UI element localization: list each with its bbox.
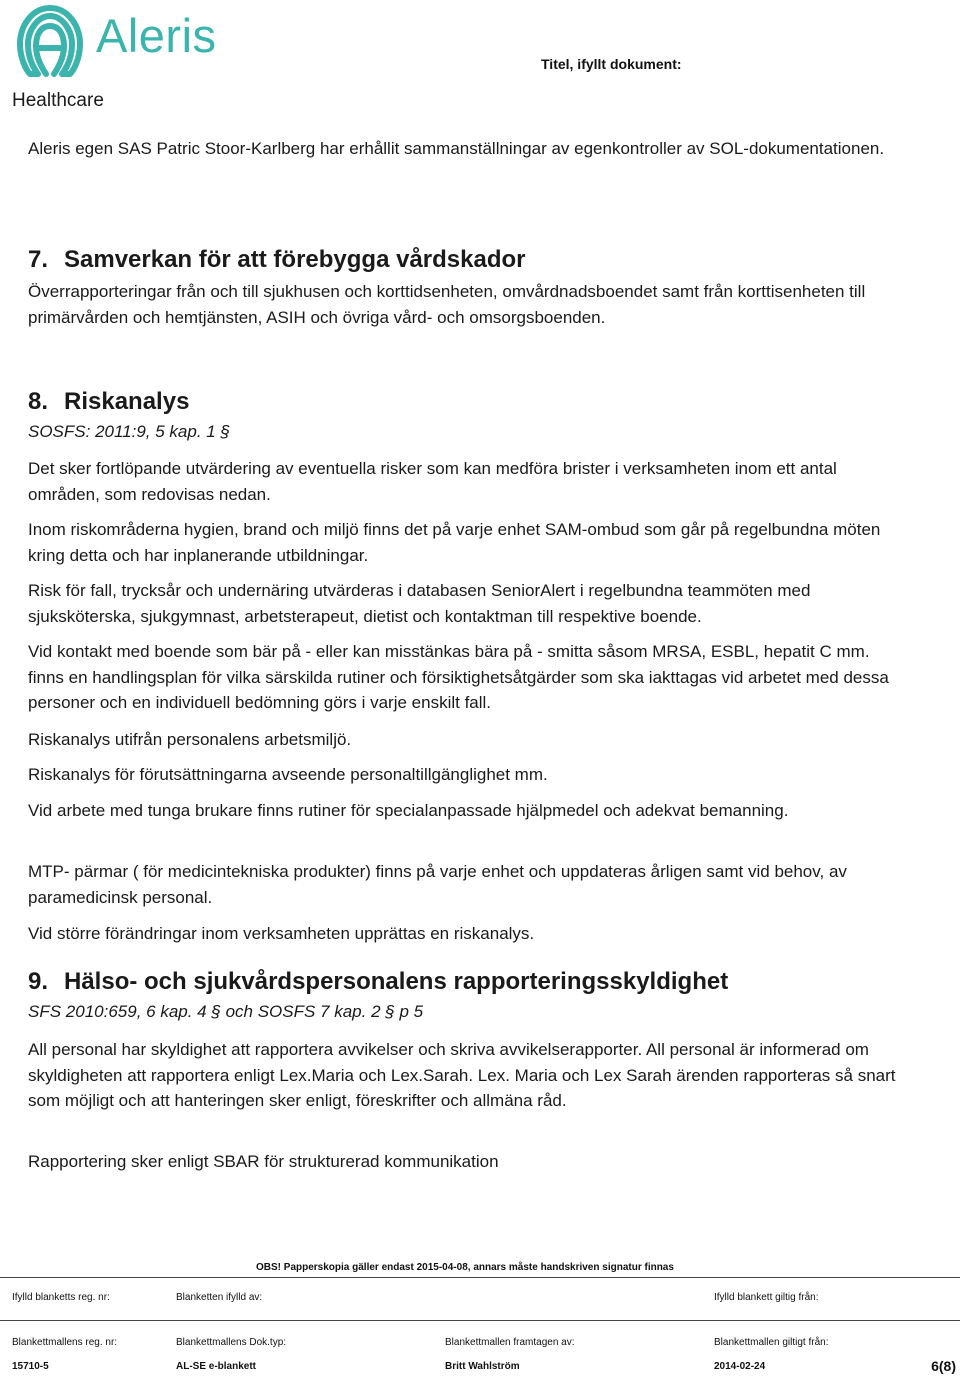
paragraph-symbol: § [211, 1002, 221, 1021]
template-valid-from-value: 2014-02-24 [714, 1361, 766, 1372]
brand-name: Aleris [96, 9, 217, 62]
document-title-label: Titel, ifyllt dokument: [541, 56, 682, 72]
brand-subtitle: Healthcare [12, 90, 104, 111]
paragraph-symbol: § [220, 422, 230, 441]
section-8-reference [28, 422, 230, 442]
paragraph-symbol: § [385, 1002, 395, 1021]
section-7-body: Överrapporteringar från och till sjukhusen och korttidsenheten, omvårdnadsboendet samt från korttisenheten till primärvården och hemtjänsten, ASIH och övriga vård- och omsorgsboenden. [28, 282, 866, 327]
template-produced-by-value: Britt Wahlström [445, 1361, 520, 1372]
section-8-number: 8. [28, 388, 49, 415]
section-9-paragraph: All personal har skyldighet att rapportera avvikelser och skriva avvikelserapporter. All personal är informerad om skyldigheten att rapportera enligt Lex.Maria och Lex.Sarah. Lex. Maria och Lex Sarah ärenden rapporteras så snart som möjligt och att hanteringen sker enligt, föreskrifter och allmäna råd. [28, 1040, 896, 1110]
section-8-paragraph: MTP- pärmar ( för medicintekniska produkter) finns på varje enhet och uppdateras årligen samt vid behov, av paramedicinsk personal. [28, 862, 847, 907]
section-7-title: Samverkan för att förebygga vårdskador [64, 246, 526, 273]
section-8-paragraph: Risk för fall, trycksår och undernäring utvärderas i databasen SeniorAlert i regelbundna teammöten med sjuksköterska, sjukgymnast, arbetsterapeut, dietist och kontaktman till respektive boende. [28, 581, 811, 626]
section-9-number: 9. [28, 968, 49, 995]
aleris-logo-icon [10, 2, 90, 80]
section-7-heading [28, 246, 526, 274]
section-9-ref-a: SFS 2010:659, 6 kap. 4 [28, 1002, 207, 1021]
section-8-paragraph: Det sker fortlöpande utvärdering av eventuella risker som kan medföra brister i verksamheten inom ett antal områden, som redovisas nedan. [28, 459, 837, 504]
filled-reg-label: Ifylld blanketts reg. nr: [12, 1292, 110, 1303]
page-number: 6(8) [931, 1358, 956, 1374]
filled-valid-from-label: Ifylld blankett giltig från: [714, 1292, 819, 1303]
section-9-ref-b: och SOSFS 7 kap. 2 [225, 1002, 381, 1021]
section-9-paragraph: Rapportering sker enligt SBAR för strukturerad kommunikation [28, 1152, 499, 1171]
section-9-reference [28, 1002, 423, 1022]
template-produced-by-label: Blankettmallen framtagen av: [445, 1337, 575, 1348]
section-9-heading [28, 968, 728, 996]
section-8-ref-text: SOSFS: 2011:9, 5 kap. 1 [28, 422, 216, 441]
section-8-paragraph: Vid arbete med tunga brukare finns rutiner för specialanpassade hjälpmedel och adekvat bemanning. [28, 801, 789, 820]
section-8-paragraph: Vid kontakt med boende som bär på - eller kan misstänkas bära på - smitta såsom MRSA, ESBL, hepatit C mm. finns en handlingsplan för vilka särskilda rutiner och försiktighetsåtgärder som ska iakttagas vid arbetet med dessa personer och en individuell bedömning görs i varje enskilt fall. [28, 642, 889, 712]
section-8-paragraph: Riskanalys för förutsättningarna avseende personaltillgänglighet mm. [28, 765, 548, 784]
filled-by-label: Blanketten ifylld av: [176, 1292, 263, 1303]
template-valid-from-label: Blankettmallen giltigt från: [714, 1337, 829, 1348]
section-8-paragraph: Inom riskområderna hygien, brand och miljö finns det på varje enhet SAM-ombud som går på regelbundna möten kring detta och har inplanerande utbildningar. [28, 520, 881, 565]
section-8-heading [28, 388, 189, 416]
intro-paragraph: Aleris egen SAS Patric Stoor-Karlberg har erhållit sammanställningar av egenkontroller av SOL-dokumentationen. [28, 139, 885, 158]
section-8-paragraph: Vid större förändringar inom verksamheten upprättas en riskanalys. [28, 924, 535, 943]
template-doc-type-value: AL-SE e-blankett [176, 1361, 257, 1372]
template-reg-label: Blankettmallens reg. nr: [12, 1337, 118, 1348]
section-7-number: 7. [28, 246, 49, 273]
template-reg-value: 15710-5 [12, 1361, 49, 1372]
footer-notice: OBS! Papperskopia gäller endast 2015-04-08, annars måste handskriven signatur finnas [256, 1262, 674, 1273]
footer-divider [0, 1277, 960, 1278]
footer-divider [0, 1320, 960, 1321]
template-doc-type-label: Blankettmallens Dok.typ: [176, 1337, 287, 1348]
section-8-title: Riskanalys [64, 388, 190, 415]
section-9-title: Hälso- och sjukvårdspersonalens rapporteringsskyldighet [64, 968, 729, 995]
section-9-ref-c: p 5 [399, 1002, 424, 1021]
section-8-paragraph: Riskanalys utifrån personalens arbetsmiljö. [28, 730, 352, 749]
